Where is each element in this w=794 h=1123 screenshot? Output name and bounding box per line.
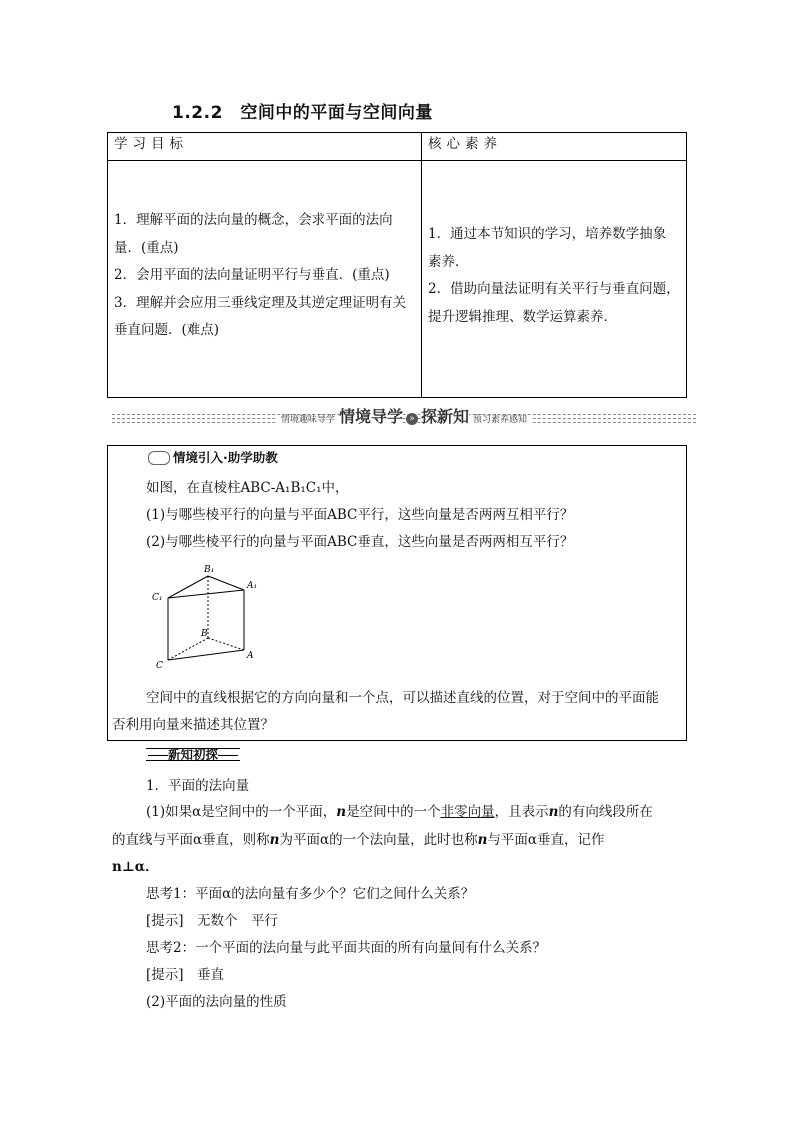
underlined-term: 非零向量 (440, 804, 495, 820)
banner-separator-icon: » (406, 413, 418, 425)
think-1: 思考1：平面α的法向量有多少个？它们之间什么关系？ (146, 886, 475, 902)
definition-line-3: n⊥α． (112, 859, 159, 875)
objective-line: 量．(重点) (114, 239, 179, 256)
new-knowledge-header (146, 748, 240, 761)
objective-line: 1．理解平面的法向量的概念，会求平面的法向 (114, 212, 393, 228)
situation-box (107, 445, 687, 741)
objective-line: 3．理解并会应用三垂线定理及其逆定理证明有关 (114, 294, 407, 311)
banner-left-small: 情境趣味导学 (277, 415, 339, 425)
situation-label-text: 情境引入·助学助教 (173, 450, 278, 465)
header-core-literacy: 核心素养 (428, 136, 502, 152)
situation-question-1: (1)与哪些棱平行的向量与平面ABC平行，这些向量是否两两互相平行？ (146, 507, 574, 523)
banner-main-left: 情境导学 (338, 407, 403, 426)
table-divider (108, 160, 686, 161)
situation-closing-2: 否利用向量来描述其位置？ (112, 717, 274, 733)
situation-question-2: (2)与哪些棱平行的向量与平面ABC垂直，这些向量是否两两相互平行？ (146, 534, 574, 550)
situation-closing-1: 空间中的直线根据它的方向向量和一个点，可以描述直线的位置，对于空间中的平面能 (146, 690, 659, 706)
prism-figure (148, 558, 268, 673)
banner-text (112, 404, 696, 427)
section-1-title: 1．平面的法向量 (146, 778, 250, 794)
objective-line: 垂直问题．(难点) (114, 322, 220, 338)
situation-intro: 如图，在直棱柱ABC-A₁B₁C₁中， (146, 480, 349, 496)
literacy-line: 提升逻辑推理、数学运算素养． (428, 308, 617, 325)
think-2: 思考2：一个平面的法向量与此平面共面的所有向量间有什么关系？ (146, 940, 547, 956)
label-b: B (201, 629, 208, 639)
label-b1: B₁ (204, 565, 215, 575)
hint-2: [提示] 垂直 (146, 967, 225, 983)
cloud-icon (148, 451, 170, 465)
literacy-line: 素养． (428, 253, 469, 270)
banner-right-small: 预习素养感知 (469, 415, 531, 425)
new-knowledge-header-text: 新知初探 (168, 747, 219, 762)
objectives-table (107, 132, 687, 398)
literacy-cell (428, 221, 680, 331)
banner-main-right: 探新知 (421, 407, 470, 426)
label-a: A (247, 651, 254, 661)
definition-line-2: 的直线与平面α垂直，则称n为平面α的一个法向量，此时也称n与平面α垂直，记作 (112, 832, 605, 848)
label-a1: A₁ (247, 581, 258, 591)
label-c: C (156, 661, 163, 671)
label-c1: C₁ (152, 593, 163, 603)
definition-line-1: (1)如果α是空间中的一个平面，n是空间中的一个非零向量，且表示n的有向线段所在 (146, 804, 653, 820)
objectives-cell (114, 207, 406, 345)
literacy-line: 2．借助向量法证明有关平行与垂直问题， (428, 281, 680, 297)
section-banner (112, 404, 696, 428)
objective-line: 2．会用平面的法向量证明平行与垂直．(重点) (114, 267, 390, 283)
table-divider (421, 133, 422, 397)
situation-label (148, 448, 278, 466)
page-title: 1.2.2 空间中的平面与空间向量 (172, 103, 433, 123)
section-2-title: (2)平面的法向量的性质 (146, 994, 287, 1010)
literacy-line: 1．通过本节知识的学习，培养数学抽象 (428, 226, 667, 242)
hint-1: [提示] 无数个 平行 (146, 913, 279, 929)
header-learning-objectives: 学习目标 (114, 136, 188, 152)
